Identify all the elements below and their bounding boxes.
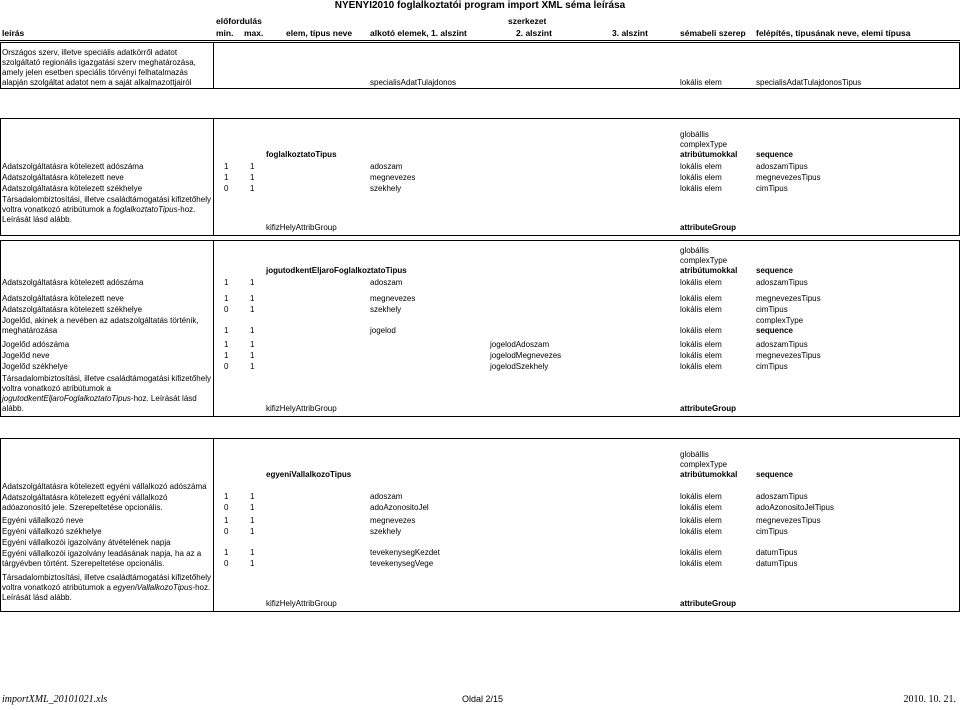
intro-col-divider xyxy=(213,42,214,88)
table-row-min: 0 xyxy=(224,362,229,371)
section-left-border xyxy=(0,438,1,611)
table-row-max: 1 xyxy=(250,503,255,512)
table-row-role: lokális elem xyxy=(680,173,722,182)
attribute-desc-type: egyeniVallalkozoTipus xyxy=(113,583,193,592)
table-row-max: 1 xyxy=(250,340,255,349)
table-row-role: lokális elem xyxy=(680,278,722,287)
table-row-min: 1 xyxy=(224,173,229,182)
table-row-type: adoszamTipus xyxy=(756,492,808,501)
table-row-description: Adatszolgáltatásra kötelezett neve xyxy=(2,294,124,303)
table-row-element: adoAzonositoJel xyxy=(370,503,429,512)
intro-szerep: lokális elem xyxy=(680,78,722,87)
table-row-description: Egyéni vállalkozói igazolvány leadásának napja, ha az a tárgyévben történt. Szerepeltetése opcionális. xyxy=(2,549,202,568)
table-row-min: 1 xyxy=(224,162,229,171)
table-row-type: adoszamTipus xyxy=(756,340,808,349)
table-row-max: 1 xyxy=(250,305,255,314)
table-row-element: adoszam xyxy=(370,278,403,287)
table-row-min: 1 xyxy=(224,326,229,335)
table-row-type: complexType xyxy=(756,316,804,325)
table-row-max: 1 xyxy=(250,527,255,536)
table-row-element: szekhely xyxy=(370,184,402,193)
table-row-type: adoszamTipus xyxy=(756,278,808,287)
attribute-desc-text: Társadalombiztosítási, illetve családtámogatási kifizetőhely voltra vonatkozó atribútumok a xyxy=(2,573,211,592)
table-row-role: lokális elem xyxy=(680,559,722,568)
table-row-role: lokális elem xyxy=(680,503,722,512)
table-row-min: 1 xyxy=(224,492,229,501)
table-row-type: adoAzonositoJelTipus xyxy=(756,503,834,512)
section-structure-header: sequence xyxy=(756,150,793,159)
table-row-description: Egyéni vállalkozó neve xyxy=(2,516,84,525)
section-structure-header: sequence xyxy=(756,266,793,275)
table-row-description: Adatszolgáltatásra kötelezett egyéni vállalkozó adóazonosító jele. Szerepeltetése opcionális. xyxy=(2,493,168,512)
footer-filename: importXML_20101021.xls xyxy=(2,694,108,705)
attribute-desc-text: Társadalombiztosítási, illetve családtámogatási kifizetőhely voltra vonatkozó atribútumok a xyxy=(2,374,211,393)
footer-page: Oldal 2/15 xyxy=(462,694,504,704)
section-role-header: atribútumokkal xyxy=(680,470,738,479)
table-row-type: datumTipus xyxy=(756,559,798,568)
table-row-max: 1 xyxy=(250,162,255,171)
table-row-description: Adatszolgáltatásra kötelezett székhelye xyxy=(2,305,143,314)
table-row-min: 1 xyxy=(224,278,229,287)
table-row-element: adoszam xyxy=(370,492,403,501)
attribute-desc-suffix: -hoz. Leírását lásd alább. xyxy=(2,205,196,224)
table-row-role: lokális elem xyxy=(680,162,722,171)
table-row-subelement: jogelodMegnevezes xyxy=(490,351,562,360)
table-row-type: cimTipus xyxy=(756,362,788,371)
table-row-description: Adatszolgáltatásra kötelezett neve xyxy=(2,173,124,182)
table-row-subelement: jogelodAdoszam xyxy=(490,340,550,349)
table-row-type: cimTipus xyxy=(756,305,788,314)
table-row-element: megnevezes xyxy=(370,294,416,303)
table-row-role: lokális elem xyxy=(680,305,722,314)
footer-date: 2010. 10. 21. xyxy=(903,694,956,705)
intro-bottom-border xyxy=(0,88,960,89)
intro-left-border xyxy=(0,42,1,88)
section-role-header: atribútumokkal xyxy=(680,150,738,159)
attribute-group-element: kifizHelyAttribGroup xyxy=(266,404,337,413)
attribute-desc-type: jogutodkentEljaroFoglalkoztatoTipus xyxy=(2,394,131,403)
table-row-max: 1 xyxy=(250,326,255,335)
header-alszint3: 3. alszint xyxy=(612,28,648,38)
table-row-min: 1 xyxy=(224,340,229,349)
section-role-header: complexType xyxy=(680,460,728,469)
attribute-desc-text: Társadalombiztosítási, illetve családtámogatási kifizetőhely voltra vonatkozó atribútumok a xyxy=(2,195,211,214)
table-row-max: 1 xyxy=(250,559,255,568)
table-row-max: 1 xyxy=(250,548,255,557)
section-bottom-border xyxy=(0,235,960,236)
attribute-desc-suffix: -hoz. Leírását lásd alább. xyxy=(2,583,211,602)
section-role-header: complexType xyxy=(680,140,728,149)
section-role-header: atribútumokkal xyxy=(680,266,738,275)
table-row-element: megnevezes xyxy=(370,173,416,182)
section-role-header: complexType xyxy=(680,256,728,265)
table-row-element: adoszam xyxy=(370,162,403,171)
table-row-min: 0 xyxy=(224,527,229,536)
table-row-element: megnevezes xyxy=(370,516,416,525)
table-row-max: 1 xyxy=(250,173,255,182)
page-footer xyxy=(0,694,960,708)
table-row-role: lokális elem xyxy=(680,527,722,536)
table-row-max: 1 xyxy=(250,351,255,360)
section-top-border xyxy=(0,118,960,119)
table-row-max: 1 xyxy=(250,362,255,371)
section-type-name: foglalkoztatoTipus xyxy=(266,150,337,159)
table-row-role: lokális elem xyxy=(680,516,722,525)
table-row-description: Jogelőd adószáma xyxy=(2,340,70,349)
document-title: NYENYI2010 foglalkoztatói program import XML séma leírása xyxy=(334,0,626,11)
table-row-type: megnevezesTipus xyxy=(756,173,821,182)
section-bottom-border xyxy=(0,611,960,612)
section-type-name: egyeniVallalkozoTipus xyxy=(266,470,352,479)
table-row-description: Adatszolgáltatásra kötelezett adószáma xyxy=(2,162,144,171)
table-row-description: Adatszolgáltatásra kötelezett székhelye xyxy=(2,184,143,193)
header-szerkezet: szerkezet xyxy=(508,16,547,26)
table-row-description: Jogelőd neve xyxy=(2,351,50,360)
table-row-type: cimTipus xyxy=(756,184,788,193)
attribute-desc-suffix: -hoz. Leírását lásd alább. xyxy=(2,394,197,413)
section-left-border xyxy=(0,240,1,416)
section-role-header: globállis xyxy=(680,450,709,459)
table-row-type: megnevezesTipus xyxy=(756,351,821,360)
attribute-group-description xyxy=(2,195,212,225)
table-row-type: megnevezesTipus xyxy=(756,294,821,303)
table-row-element: szekhely xyxy=(370,527,402,536)
table-row-description: Jogelőd székhelye xyxy=(2,362,68,371)
table-row-type: datumTipus xyxy=(756,548,798,557)
section-role-header: globállis xyxy=(680,130,709,139)
attribute-group-role: attributeGroup xyxy=(680,223,736,232)
attribute-group-description xyxy=(2,573,212,603)
section-top-border xyxy=(0,438,960,439)
table-row-element: tevekenysegVege xyxy=(370,559,434,568)
table-row-max: 1 xyxy=(250,184,255,193)
table-row-max: 1 xyxy=(250,278,255,287)
attribute-group-element: kifizHelyAttribGroup xyxy=(266,223,337,232)
table-row-type: cimTipus xyxy=(756,527,788,536)
table-row-description: Egyéni vállalkozó székhelye xyxy=(2,527,102,536)
table-row-min: 1 xyxy=(224,294,229,303)
table-row-description: Jogelőd, akinek a nevében az adatszolgáltatás történik, meghatározása xyxy=(2,316,199,335)
table-row-element: tevekenysegKezdet xyxy=(370,548,440,557)
attribute-desc-type: foglalkoztatoTipus xyxy=(113,205,178,214)
table-row-subelement: jogelodSzekhely xyxy=(490,362,549,371)
intro-tipus: specialisAdatTulajdonosTipus xyxy=(756,78,862,87)
section-type-name: jogutodkentEljaroFoglalkoztatoTipus xyxy=(266,266,407,275)
table-row-element: jogelod xyxy=(370,326,396,335)
header-semabeli: sémabeli szerep xyxy=(680,28,746,38)
header-leiras: leírás xyxy=(2,28,25,38)
table-row-description: Adatszolgáltatásra kötelezett egyéni vállalkozó adószáma xyxy=(2,482,207,491)
table-row-type: megnevezesTipus xyxy=(756,516,821,525)
table-row-min: 0 xyxy=(224,305,229,314)
table-row-role: lokális elem xyxy=(680,184,722,193)
intro-top-border xyxy=(0,42,960,43)
header-elem-tipus: elem, típus neve xyxy=(286,28,353,38)
table-row-role: lokális elem xyxy=(680,326,722,335)
section-structure-header: sequence xyxy=(756,470,793,479)
table-row-min: 1 xyxy=(224,516,229,525)
attribute-group-role: attributeGroup xyxy=(680,404,736,413)
header-max: max. xyxy=(244,28,264,38)
table-row-type: adoszamTipus xyxy=(756,162,808,171)
table-row-max: 1 xyxy=(250,294,255,303)
table-row-min: 0 xyxy=(224,184,229,193)
table-row-min: 0 xyxy=(224,503,229,512)
header-elofordulas: előfordulás xyxy=(216,16,262,26)
table-row-description: Egyéni vállalkozói igazolvány átvételének napja xyxy=(2,538,171,547)
attribute-group-role: attributeGroup xyxy=(680,599,736,608)
header-min: min. xyxy=(216,28,234,38)
table-row-role: lokális elem xyxy=(680,351,722,360)
table-row-role: lokális elem xyxy=(680,362,722,371)
table-row-max: 1 xyxy=(250,516,255,525)
section-bottom-border xyxy=(0,416,960,417)
table-row-min: 1 xyxy=(224,548,229,557)
section-left-border xyxy=(0,118,1,235)
table-row-type-sequence: sequence xyxy=(756,326,793,335)
section-role-header: globállis xyxy=(680,246,709,255)
column-header xyxy=(0,14,960,41)
table-row-max: 1 xyxy=(250,492,255,501)
table-row-element: szekhely xyxy=(370,305,402,314)
section-top-border xyxy=(0,240,960,241)
table-row-min: 1 xyxy=(224,351,229,360)
intro-description: Országos szerv, illetve speciális adatkörről adatot szolgáltató regionális igazgatási szerv meghatározása, amely jelen esetben speciális törvényi felhatalmazás alapján szolgáltat adatot nem a saját alkalmazottjairól xyxy=(2,48,196,87)
table-row-role: lokális elem xyxy=(680,294,722,303)
table-row-role: lokális elem xyxy=(680,548,722,557)
header-alkoto: alkotó elemek, 1. alszint xyxy=(370,28,467,38)
table-row-role: lokális elem xyxy=(680,492,722,501)
table-row-role: lokális elem xyxy=(680,340,722,349)
header-felepites: felépítés, típusának neve, elemi típusa xyxy=(756,28,911,38)
table-row-min: 0 xyxy=(224,559,229,568)
table-row-description: Adatszolgáltatásra kötelezett adószáma xyxy=(2,278,144,287)
attribute-group-description xyxy=(2,374,212,414)
attribute-group-element: kifizHelyAttribGroup xyxy=(266,599,337,608)
intro-elem: specialisAdatTulajdonos xyxy=(370,78,456,87)
header-alszint2: 2. alszint xyxy=(516,28,552,38)
